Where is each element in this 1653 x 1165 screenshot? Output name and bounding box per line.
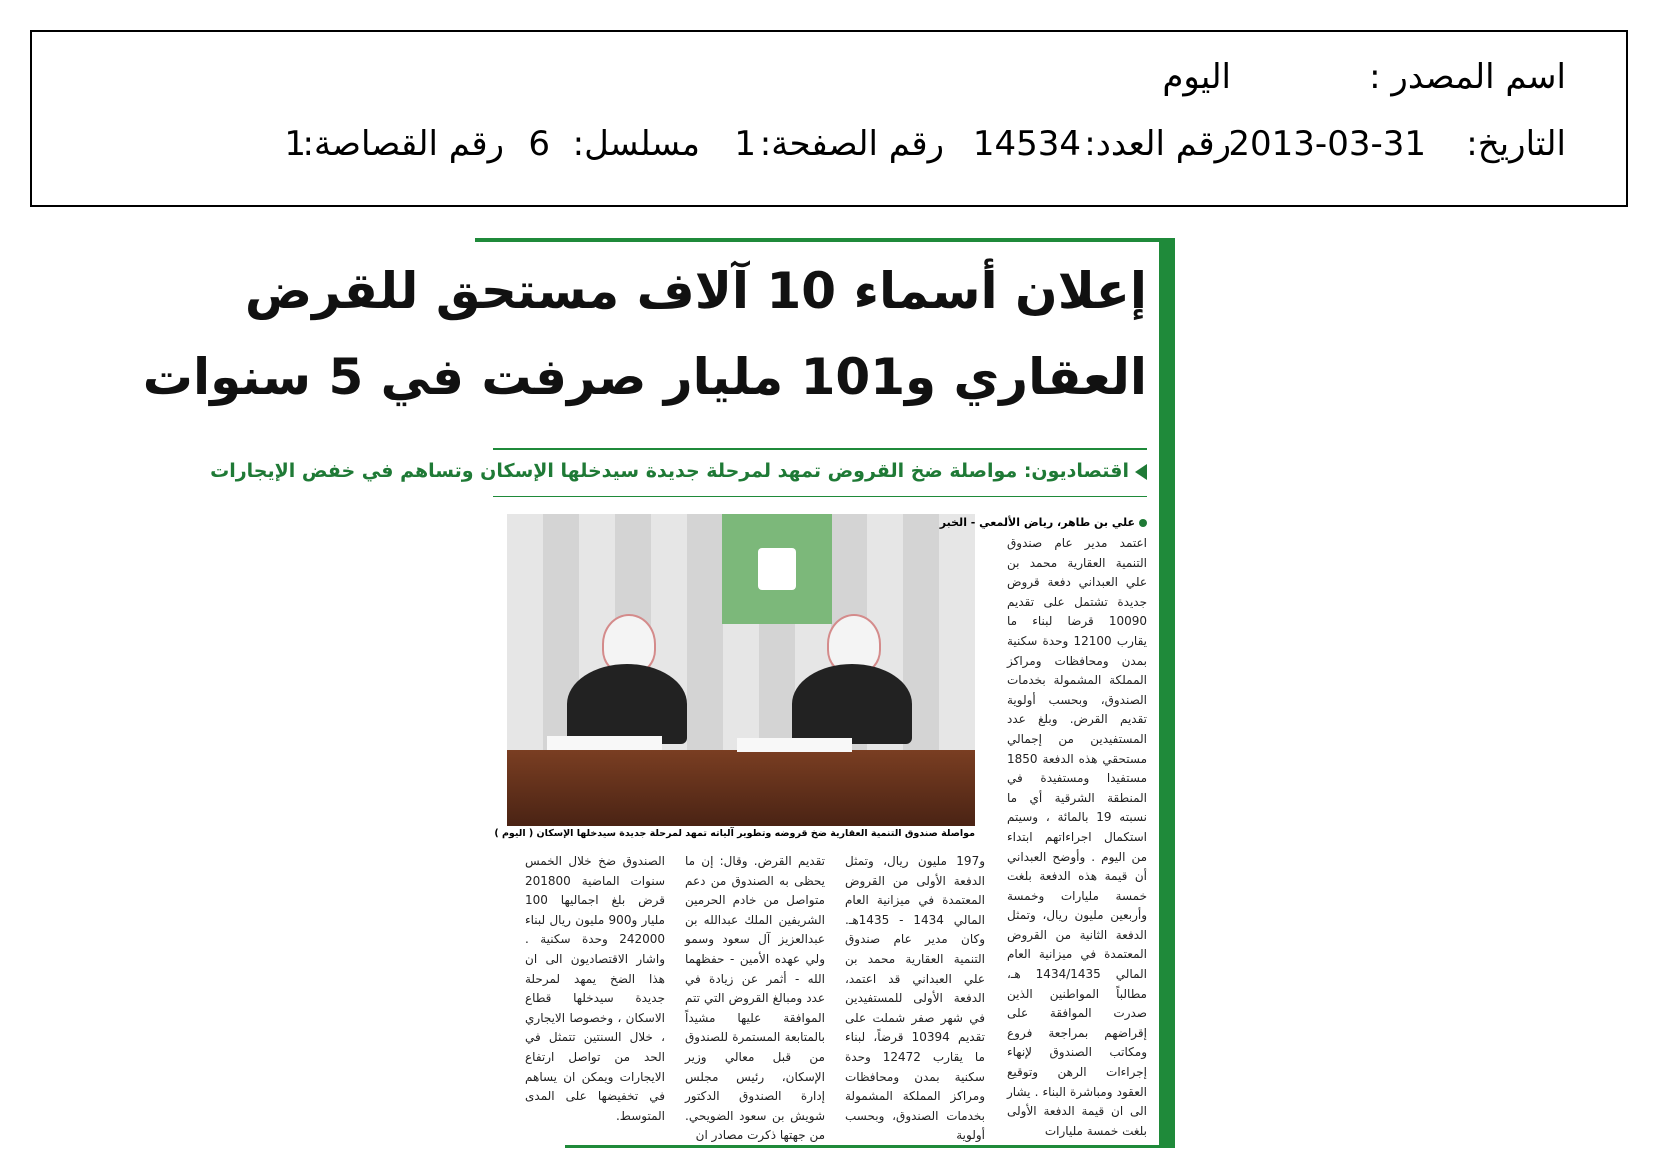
byline <box>940 516 1147 529</box>
newspaper-clipping <box>142 238 1175 1148</box>
byline-text: علي بن طاهر، رياض الألمعي - الخبر <box>939 516 1135 529</box>
date-value: 2013-03-31 <box>1228 124 1426 164</box>
issue-label: رقم العدد: <box>1084 124 1231 164</box>
photo-document-left <box>547 736 662 750</box>
clipping-metadata-box <box>30 30 1628 207</box>
issue-value: 14534 <box>972 124 1081 164</box>
clipping-top-border <box>475 238 1175 242</box>
date-label: التاريخ: <box>1466 124 1566 164</box>
article-column-3-text: تقديم القرض. وقال: إن ما يحظى به الصندوق من دعم متواصل من خادم الحرمين الشريفين الملك عبدالله بن عبدالعزيز آل سعود وسمو ولي عهده الأمين - حفظهما الله - أثمر عن زيادة في عدد ومبالغ القروض التي تتم الموافقة عليها مشيداً بالمتابعة المستمرة للصندوق من قبل معالي وزير الإسكان، رئيس مجلس إدارة الصندوق الدكتور شويش بن سعود الضويحي. من جهتها ذكرت مصادر ان <box>685 854 825 1143</box>
article-photo <box>507 514 975 820</box>
clip-number-value: 1 <box>284 124 306 164</box>
headline-line-2: العقاري و101 مليار صرفت في 5 سنوات <box>142 348 1147 406</box>
clipping-right-border <box>1159 238 1175 1148</box>
subheadline-rule <box>493 496 1147 497</box>
photo-document-right <box>737 738 852 752</box>
article-column-1 <box>1007 534 1147 1138</box>
source-label: اسم المصدر : <box>1369 57 1566 97</box>
photo-person-left <box>567 614 687 744</box>
photo-person-right <box>792 614 912 744</box>
article-column-2-text: و197 مليون ريال، وتمثل الدفعة الأولى من القروض المعتمدة في ميزانية العام المالي 1434 - 1435هـ. وكان مدير عام صندوق التنمية العقارية محمد بن علي العبداني قد اعتمد، الدفعة الأولى للمستفيدين في شهر صفر شملت على تقديم 10394 قرضاً، لبناء ما يقارب 12472 وحدة سكنية بمدن ومحافظات ومراكز المملكة المشمولة بخدمات الصندوق، وبحسب أولوية <box>845 854 985 1143</box>
subheadline <box>210 460 1147 482</box>
serial-value: 6 <box>528 124 550 164</box>
article-column-4-text: الصندوق ضخ خلال الخمس سنوات الماضية 201800 قرض بلغ اجماليها 100 مليار و900 مليون ريال لبناء 242000 وحدة سكنية . واشار الاقتصاديون الى ان هذا الضخ يمهد لمرحلة جديدة سيدخلها قطاع الاسكان ، وخصوصا الايجاري ، خلال السنتين تتمثل في الحد من تواصل ارتفاع الايجارات ويمكن ان يساهم في تخفيضها على المدى المتوسط. <box>525 854 665 1123</box>
photo-table <box>507 750 975 826</box>
clip-number-label: رقم القصاصة: <box>302 124 504 164</box>
triangle-marker-icon <box>1135 464 1147 480</box>
page-value: 1 <box>734 124 756 164</box>
photo-caption: مواصلة صندوق التنمية العقارية ضخ قروضه وتطوير آلياته تمهد لمرحلة جديدة سيدخلها الإسكان ( اليوم ) <box>494 828 975 839</box>
fund-logo-icon <box>722 514 832 624</box>
source-value: اليوم <box>1162 57 1231 97</box>
headline-rule <box>493 448 1147 450</box>
subheadline-text: اقتصاديون: مواصلة ضخ القروض تمهد لمرحلة جديدة سيدخلها الإسكان وتساهم في خفض الإيجارات <box>210 460 1129 482</box>
page-label: رقم الصفحة: <box>759 124 944 164</box>
serial-label: مسلسل: <box>572 124 700 164</box>
headline-line-1: إعلان أسماء 10 آلاف مستحق للقرض <box>244 262 1147 320</box>
article-column-1-text: اعتمد مدير عام صندوق التنمية العقارية محمد بن علي العبداني دفعة قروض جديدة تشتمل على تقديم 10090 قرضا لبناء ما يقارب 12100 وحدة سكنية بمدن ومحافظات ومراكز المملكة المشمولة بخدمات الصندوق، وبحسب أولوية تقديم القرض. وبلغ عدد المستفيدين من إجمالي مستحقي هذه الدفعة 1850 مستفيدا ومستفيدة في المنطقة الشرقية أي ما نسبته 19 بالمائة ، وسيتم استكمال اجراءاتهم ابتداء من اليوم . وأوضح العبداني أن قيمة هذه الدفعة بلغت خمسة مليارات وخمسة وأربعين مليون ريال، وتمثل الدفعة الثانية من القروض المعتمدة في ميزانية العام المالي 1434/1435 هـ، مطالباً المواطنين الذين صدرت الموافقة على إقراضهم بمراجعة فروع ومكاتب الصندوق لإنهاء إجراءات الرهن وتوقيع العقود ومباشرة البناء . يشار الى ان قيمة الدفعة الأولى بلغت خمسة مليارات <box>1007 536 1147 1138</box>
article-column-2 <box>845 852 985 1143</box>
byline-bullet-icon <box>1139 519 1147 527</box>
article-column-3 <box>685 852 825 1143</box>
article-column-4 <box>525 852 665 1123</box>
